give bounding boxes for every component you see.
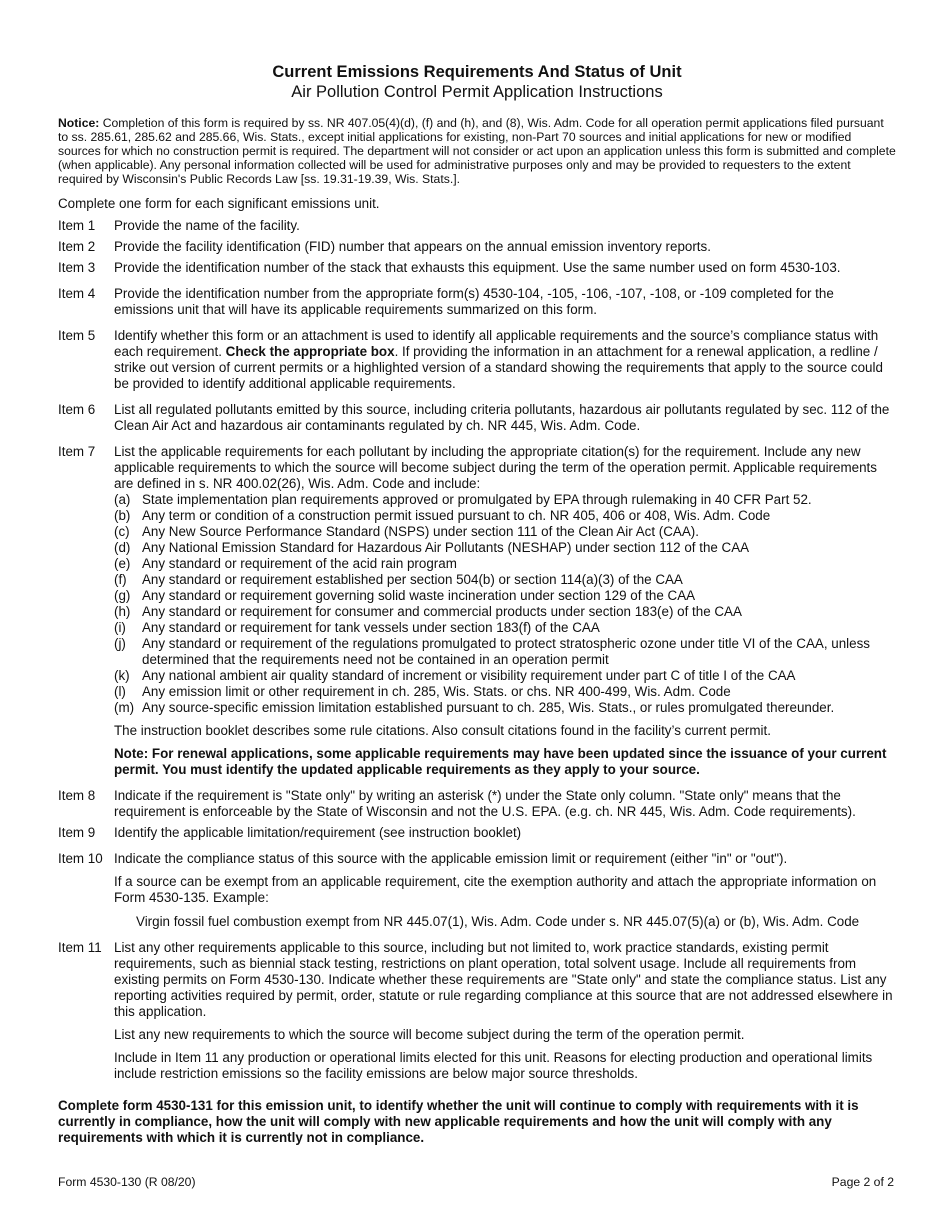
item-8: [58, 788, 896, 820]
item-number: Item 7: [58, 444, 96, 459]
sub-item: [114, 540, 896, 556]
sub-text: Any National Emission Standard for Hazardous Air Pollutants (NESHAP) under section 112 of the CAA: [142, 540, 750, 555]
intro-text: Complete one form for each significant emissions unit.: [58, 196, 380, 211]
item-text: [114, 328, 896, 392]
sub-item: [114, 556, 896, 572]
sub-text: Any standard or requirement established per section 504(b) or section 114(a)(3) of the CAA: [142, 572, 683, 587]
sub-text: Any emission limit or other requirement in ch. 285, Wis. Stats. or chs. NR 400-499, Wis. Adm. Code: [142, 684, 731, 699]
item-2: [58, 239, 896, 255]
item-5: [58, 328, 896, 392]
sub-text: Any New Source Performance Standard (NSPS) under section 111 of the Clean Air Act (CAA).: [142, 524, 699, 539]
item-text: Provide the name of the facility.: [114, 218, 300, 233]
item-text: Provide the identification number from the appropriate form(s) 4530-104, -105, -106, -107, -108, or -109 completed for the emissions unit that will have its applicable requirements summarized on this form.: [114, 286, 834, 317]
new-requirements-text: List any new requirements to which the source will become subject during the term of the operation permit.: [114, 1027, 745, 1042]
item-number: Item 11: [58, 940, 102, 955]
sub-text: Any standard or requirement of the regulations promulgated to protect stratospheric ozone under title VI of the CAA, unless determined that the requirements need not be contained in an operation permit: [142, 636, 870, 667]
sub-text: Any standard or requirement for consumer and commercial products under section 183(e) of the CAA: [142, 604, 742, 619]
item-number: Item 8: [58, 788, 96, 803]
item-7: [58, 444, 896, 778]
sub-text: Any source-specific emission limitation established pursuant to ch. 285, Wis. Stats., or rules promulgated thereunder.: [142, 700, 835, 715]
item-11: [58, 940, 896, 1082]
item-4: [58, 286, 896, 318]
item-6: [58, 402, 896, 434]
item-text: List all regulated pollutants emitted by this source, including criteria pollutants, hazardous air pollutants regulated by sec. 112 of the Clean Air Act and hazardous air contaminants regulated by ch. NR 445, Wis. Adm. Code.: [114, 402, 890, 433]
item-number: Item 6: [58, 402, 96, 417]
sub-letter: (e): [114, 556, 131, 571]
item-text: List the applicable requirements for each pollutant by including the appropriate citation(s) for the requirement. Include any new applicable requirements to which the source will become subject during the term of the operation permit. Applicable requirements are defined in s. NR 400.02(26), Wis. Adm. Code and include:: [114, 444, 877, 491]
sub-text: State implementation plan requirements approved or promulgated by EPA through rulemaking in 40 CFR Part 52.: [142, 492, 812, 507]
sub-item: [114, 508, 896, 524]
notice-text: Completion of this form is required by ss. NR 407.05(4)(d), (f) and (h), and (8), Wis. Adm. Code for all operation permit applications filed pursuant to ss. 285.61, 285.62 and 285.66, Wis. Stats., except initial applications for existing, non-Part 70 sources and initial applications for new or modified sources for which no construction permit is required. The department will not consider or act upon an application unless this form is submitted and complete (when applicable). Any personal information collected will be used for administrative purposes only and may be provided to requesters to the extent required by Wisconsin's Public Records Law [ss. 19.31-19.39, Wis. Stats.].: [58, 116, 896, 186]
item-number: Item 5: [58, 328, 96, 343]
sub-text: Any national ambient air quality standard of increment or visibility requirement under part C of title I of the CAA: [142, 668, 796, 683]
item-number: Item 3: [58, 260, 96, 275]
sub-letter: (h): [114, 604, 131, 619]
item-10: [58, 851, 896, 930]
production-limits-text: Include in Item 11 any production or operational limits elected for this unit. Reasons for electing production and operational limits include restriction emissions so the facility emissions are below major source thresholds.: [114, 1050, 873, 1081]
sub-letter: (i): [114, 620, 126, 635]
item-text: Indicate if the requirement is "State only" by writing an asterisk (*) under the State only column. "State only" means that the requirement is enforceable by the State of Wisconsin and not the U.S. EPA. (e.g. ch. NR 445, Wis. Adm. Code requirements).: [114, 788, 856, 819]
item-text: Indicate the compliance status of this source with the applicable emission limit or requirement (either "in" or "out").: [114, 851, 788, 866]
sub-letter: (l): [114, 684, 126, 699]
sub-item: [114, 492, 896, 508]
item-5-text-b: . If providing the information in an attachment for a renewal application, a redline / strike out version of current permits or a highlighted version of a standard showing the requirements that apply to the source could be provided to identify additional applicable requirements.: [114, 344, 883, 391]
page-title: Current Emissions Requirements And Status of Unit: [272, 63, 682, 81]
document-page: [58, 62, 896, 1159]
notice-label: Notice:: [58, 116, 100, 130]
example-text: Virgin fossil fuel combustion exempt from NR 445.07(1), Wis. Adm. Code under s. NR 445.07(5)(a) or (b), Wis. Adm. Code: [136, 914, 860, 929]
sub-letter: (d): [114, 540, 131, 555]
sub-letter: (f): [114, 572, 127, 587]
item-text: Provide the facility identification (FID) number that appears on the annual emission inventory reports.: [114, 239, 711, 254]
sub-item: [114, 604, 896, 620]
item-text: Identify the applicable limitation/requirement (see instruction booklet): [114, 825, 522, 840]
sub-letter: (k): [114, 668, 130, 683]
sub-item: [114, 636, 896, 668]
sub-item: [114, 588, 896, 604]
sub-item: [114, 620, 896, 636]
renewal-note: Note: For renewal applications, some applicable requirements may have been updated since the issuance of your current permit. You must identify the updated applicable requirements as they apply to your source.: [114, 746, 887, 777]
item-9: [58, 825, 896, 841]
sub-text: Any term or condition of a construction permit issued pursuant to ch. NR 405, 406 or 408, Wis. Adm. Code: [142, 508, 771, 523]
exemption-text: If a source can be exempt from an applicable requirement, cite the exemption authority and attach the appropriate information on Form 4530-135. Example:: [114, 874, 877, 905]
sub-text: Any standard or requirement of the acid rain program: [142, 556, 457, 571]
sub-item: [114, 572, 896, 588]
sub-item: [114, 700, 896, 716]
sub-text: Any standard or requirement governing solid waste incineration under section 129 of the CAA: [142, 588, 696, 603]
item-text: List any other requirements applicable to this source, including but not limited to, work practice standards, existing permit requirements, such as biennial stack testing, restrictions on plant operation, total solvent usage. Include all requirements from existing permits on Form 4530-130. Indicate whether these requirements are "State only" and state the compliance status. List any reporting activities required by permit, order, statute or rule regarding compliance at this source that are not addressed elsewhere in this application.: [114, 940, 893, 1019]
item-1: [58, 218, 896, 234]
page-number: Page 2 of 2: [831, 1175, 894, 1189]
item-text: Provide the identification number of the stack that exhausts this equipment. Use the same number used on form 4530-103.: [114, 260, 841, 275]
sub-letter: (m): [114, 700, 135, 715]
page-subtitle: Air Pollution Control Permit Application Instructions: [291, 83, 663, 101]
sub-letter: (c): [114, 524, 130, 539]
sub-letter: (g): [114, 588, 131, 603]
item-5-bold: Check the appropriate box: [225, 344, 395, 359]
item-number: Item 10: [58, 851, 103, 866]
item-number: Item 2: [58, 239, 96, 254]
sub-letter: (j): [114, 636, 126, 651]
sub-letter: (a): [114, 492, 131, 507]
form-number: Form 4530-130 (R 08/20): [58, 1175, 196, 1189]
sub-letter: (b): [114, 508, 131, 523]
item-number: Item 4: [58, 286, 96, 301]
item-5-text-a: Identify whether this form or an attachment is used to identify all applicable requirements and the source’s compliance status with each requirement.: [114, 328, 879, 359]
sub-item: [114, 668, 896, 684]
sub-item: [114, 684, 896, 700]
sub-text: Any standard or requirement for tank vessels under section 183(f) of the CAA: [142, 620, 600, 635]
item-number: Item 9: [58, 825, 96, 840]
item-number: Item 1: [58, 218, 96, 233]
sub-item: [114, 524, 896, 540]
closing-instruction: Complete form 4530-131 for this emission unit, to identify whether the unit will continue to comply with requirements with it is currently in compliance, how the unit will comply with new applicable requirements and how the unit will comply with any requirements with which it is currently not in compliance.: [58, 1098, 859, 1145]
booklet-note: The instruction booklet describes some rule citations. Also consult citations found in the facility’s current permit.: [114, 723, 771, 738]
notice-paragraph: [58, 116, 896, 186]
item-3: [58, 260, 896, 276]
